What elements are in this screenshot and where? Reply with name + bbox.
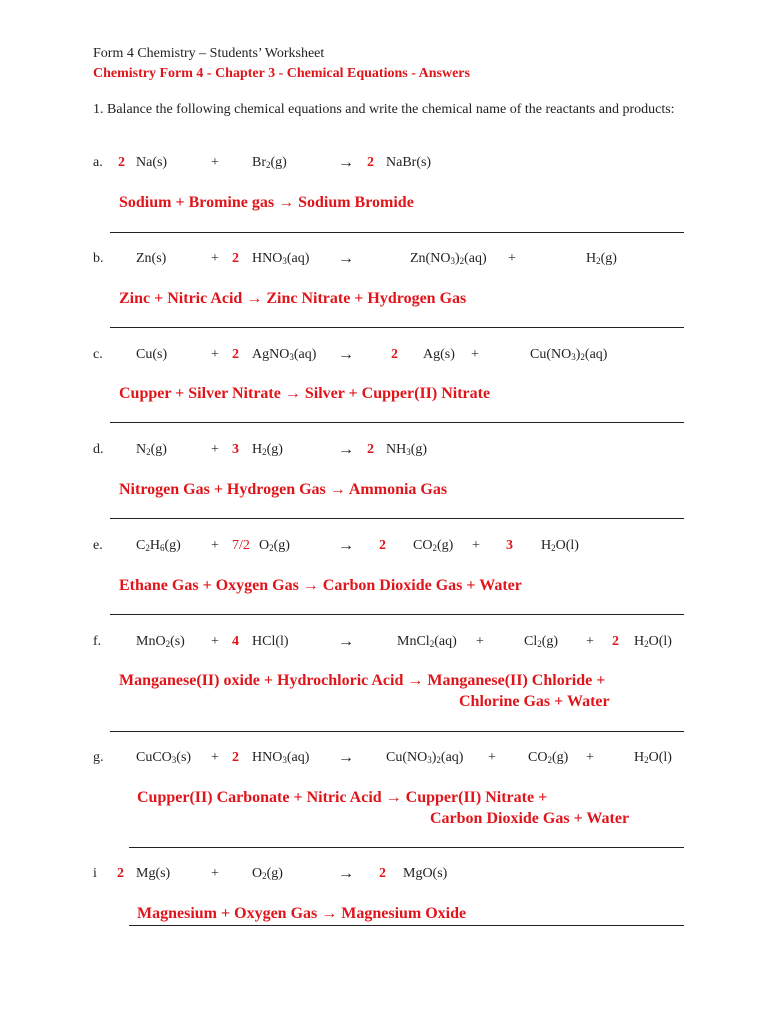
worksheet-header: Form 4 Chemistry – Students’ Worksheet bbox=[93, 46, 325, 61]
equation-row bbox=[0, 442, 768, 462]
answer-text: Sodium + Bromine gas → Sodium Bromide bbox=[119, 194, 414, 211]
reactant: $Br_2(g)$ bbox=[252, 155, 287, 170]
coefficient: 2 bbox=[379, 538, 386, 553]
reactant: HCl(l) bbox=[252, 634, 289, 649]
reactant: Mg(s) bbox=[136, 866, 171, 881]
item-label: d. bbox=[93, 442, 104, 457]
product: $H_2O(l)$ bbox=[634, 750, 672, 765]
reactant: $C_2H_6(g)$ bbox=[136, 538, 181, 553]
reaction-arrow: → bbox=[338, 633, 354, 650]
equation-row bbox=[0, 634, 768, 654]
product: $CO_2(g)$ bbox=[528, 750, 569, 765]
product: MgO(s) bbox=[403, 866, 448, 881]
equation-row bbox=[0, 866, 768, 886]
coefficient: 2 bbox=[118, 155, 125, 170]
answer-text: Magnesium + Oxygen Gas → Magnesium Oxide bbox=[137, 905, 467, 922]
reactant: $N_2(g)$ bbox=[136, 442, 167, 457]
reactant: AgNO$_3$(aq) bbox=[252, 347, 317, 362]
answer-text-continued: Carbon Dioxide Gas + Water bbox=[430, 810, 630, 827]
item-label: e. bbox=[93, 538, 103, 553]
answer-text: Cupper(II) Carbonate + Nitric Acid → Cupper(II) Nitrate + bbox=[137, 789, 548, 806]
product: NaBr(s) bbox=[386, 155, 432, 170]
reactant: $HNO_3(aq)$ bbox=[252, 750, 310, 765]
plus-sign: + bbox=[471, 347, 479, 362]
answer-text: Zinc + Nitric Acid → Zinc Nitrate + Hydrogen Gas bbox=[119, 290, 467, 307]
reaction-arrow: → bbox=[338, 537, 354, 554]
reactant: Na(s) bbox=[136, 155, 168, 170]
coefficient: 2 bbox=[232, 347, 239, 362]
worksheet-title: Chemistry Form 4 - Chapter 3 - Chemical Equations - Answers bbox=[93, 66, 470, 81]
plus-sign: + bbox=[211, 347, 219, 362]
plus-sign: + bbox=[211, 866, 219, 881]
product: $NH_3(g)$ bbox=[386, 442, 428, 457]
coefficient: 2 bbox=[117, 866, 124, 881]
reactant: $O_2(g)$ bbox=[259, 538, 290, 553]
product: MnCl$_2$(aq) bbox=[397, 634, 457, 649]
equation-row bbox=[0, 155, 768, 175]
plus-sign: + bbox=[211, 538, 219, 553]
plus-sign: + bbox=[211, 634, 219, 649]
reactant: $HNO_3(aq)$ bbox=[252, 251, 310, 266]
reaction-arrow: → bbox=[338, 154, 354, 171]
product: $Cu(NO_3)_2(aq)$ bbox=[386, 750, 464, 765]
item-label: b. bbox=[93, 251, 104, 266]
item-label: a. bbox=[93, 155, 103, 170]
equation-row bbox=[0, 750, 768, 770]
plus-sign: + bbox=[211, 155, 219, 170]
reaction-arrow: → bbox=[338, 749, 354, 766]
coefficient: 2 bbox=[391, 347, 398, 362]
reactant: $H_2(g)$ bbox=[252, 442, 283, 457]
product: $H_2O(l)$ bbox=[541, 538, 579, 553]
coefficient: 3 bbox=[232, 442, 239, 457]
answer-rule bbox=[110, 731, 684, 732]
coefficient: 2 bbox=[379, 866, 386, 881]
reaction-arrow: → bbox=[338, 865, 354, 882]
product: $H_2O(l)$ bbox=[634, 634, 672, 649]
item-label: i bbox=[93, 866, 97, 881]
plus-sign: + bbox=[211, 442, 219, 457]
product: $Cu(NO_3)_2(aq)$ bbox=[530, 347, 608, 362]
equation-row bbox=[0, 347, 768, 367]
answer-rule bbox=[110, 518, 684, 519]
answer-rule bbox=[129, 925, 684, 926]
product: $CO_2(g)$ bbox=[413, 538, 454, 553]
reactant: CuCO$_3$(s) bbox=[136, 750, 192, 765]
reaction-arrow: → bbox=[338, 346, 354, 363]
reaction-arrow: → bbox=[338, 250, 354, 267]
reactant: $O_2(g)$ bbox=[252, 866, 283, 881]
answer-text: Cupper + Silver Nitrate → Silver + Cupper(II) Nitrate bbox=[119, 385, 491, 402]
coefficient: 2 bbox=[612, 634, 619, 649]
answer-text-continued: Chlorine Gas + Water bbox=[459, 693, 610, 710]
coefficient: 2 bbox=[367, 155, 374, 170]
coefficient: 7/2 bbox=[232, 538, 250, 553]
reactant: Zn(s) bbox=[136, 251, 167, 266]
item-label: g. bbox=[93, 750, 104, 765]
answer-text: Nitrogen Gas + Hydrogen Gas → Ammonia Gas bbox=[119, 481, 448, 498]
instruction-text: 1. Balance the following chemical equations and write the chemical name of the reactants and products: bbox=[93, 102, 675, 117]
item-label: c. bbox=[93, 347, 103, 362]
plus-sign: + bbox=[476, 634, 484, 649]
coefficient: 2 bbox=[367, 442, 374, 457]
product: $Zn(NO_3)_2(aq)$ bbox=[410, 251, 487, 266]
equation-row bbox=[0, 538, 768, 558]
equation-row bbox=[0, 251, 768, 271]
plus-sign: + bbox=[586, 750, 594, 765]
coefficient: 2 bbox=[232, 750, 239, 765]
plus-sign: + bbox=[508, 251, 516, 266]
answer-rule bbox=[110, 422, 684, 423]
coefficient: 4 bbox=[232, 634, 239, 649]
reactant: Cu(s) bbox=[136, 347, 168, 362]
answer-rule bbox=[110, 232, 684, 233]
answer-rule bbox=[110, 327, 684, 328]
plus-sign: + bbox=[586, 634, 594, 649]
plus-sign: + bbox=[488, 750, 496, 765]
product: $H_2(g)$ bbox=[586, 251, 617, 266]
product: $Cl_2(g)$ bbox=[524, 634, 559, 649]
product: Ag(s) bbox=[423, 347, 455, 362]
coefficient: 3 bbox=[506, 538, 513, 553]
answer-rule bbox=[129, 847, 684, 848]
answer-text: Ethane Gas + Oxygen Gas → Carbon Dioxide Gas + Water bbox=[119, 577, 522, 594]
reactant: MnO$_2$(s) bbox=[136, 634, 185, 649]
plus-sign: + bbox=[211, 750, 219, 765]
item-label: f. bbox=[93, 634, 102, 649]
plus-sign: + bbox=[211, 251, 219, 266]
answer-rule bbox=[110, 614, 684, 615]
reaction-arrow: → bbox=[338, 441, 354, 458]
coefficient: 2 bbox=[232, 251, 239, 266]
plus-sign: + bbox=[472, 538, 480, 553]
answer-text: Manganese(II) oxide + Hydrochloric Acid → Manganese(II) Chloride + bbox=[119, 672, 606, 689]
